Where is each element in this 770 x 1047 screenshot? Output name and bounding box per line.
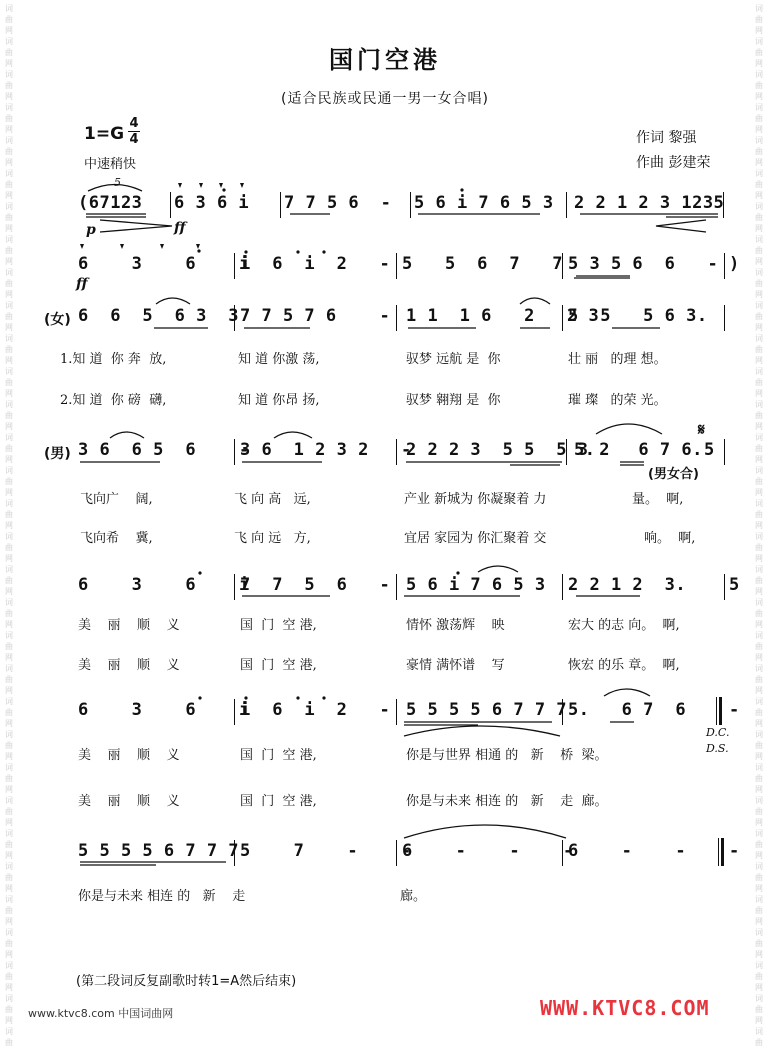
measure: 6 6 5 6 3 3: [78, 306, 240, 326]
lyric: 宏大 的志 向。 啊,: [568, 618, 680, 633]
side-watermark-char: 网: [5, 257, 13, 266]
side-watermark-char: 网: [5, 917, 13, 926]
side-watermark-char: 网: [5, 620, 13, 629]
side-watermark-char: 曲: [755, 48, 763, 57]
side-watermark-char: 网: [755, 323, 763, 332]
measure: 2 2 1 2 3 1235: [574, 193, 725, 213]
side-watermark-char: 曲: [755, 477, 763, 486]
dynamic-fortissimo: ff: [76, 276, 88, 292]
measure: i 6 i 2 -: [240, 254, 391, 274]
side-watermark-char: 曲: [5, 114, 13, 123]
side-watermark-char: 曲: [5, 477, 13, 486]
side-watermark-char: 词: [5, 829, 13, 838]
side-watermark-char: 词: [5, 499, 13, 508]
side-watermark-char: 网: [5, 752, 13, 761]
side-watermark-char: 网: [5, 587, 13, 596]
song-title: 国门空港: [329, 46, 441, 74]
measure: 5 5 5 5 6 7 7 7: [406, 700, 568, 720]
side-watermark-char: 曲: [755, 939, 763, 948]
meter-bottom: 4: [129, 132, 139, 147]
side-watermark-char: 词: [5, 235, 13, 244]
lyric: 宜居 家园为 你汇聚着 交: [404, 531, 547, 546]
measure: 5 6 i 7 6 5 3: [406, 575, 546, 595]
dynamic-piano: p: [86, 222, 96, 238]
side-watermark-char: 词: [5, 664, 13, 673]
side-watermark-char: 网: [755, 818, 763, 827]
side-watermark-char: 曲: [755, 873, 763, 882]
brand-watermark: WWW.KTVC8.COM: [540, 996, 710, 1020]
side-watermark-char: 词: [755, 532, 763, 541]
side-watermark-char: 词: [755, 961, 763, 970]
side-watermark-char: 网: [755, 950, 763, 959]
side-watermark-char: 网: [755, 92, 763, 101]
measure: 7 7 5 6 -: [284, 193, 392, 213]
measure: 5 7 - -: [240, 841, 412, 861]
side-watermark-char: 曲: [5, 147, 13, 156]
measure: 5 5 6 7 7: [402, 254, 564, 274]
measure: 5 6 i 7 6 5 3: [414, 193, 554, 213]
side-watermark-char: 词: [755, 268, 763, 277]
side-watermark-char: 词: [5, 928, 13, 937]
side-watermark-char: 曲: [5, 939, 13, 948]
lyric: 美 丽 顺 义: [78, 794, 180, 809]
side-watermark-char: 网: [755, 356, 763, 365]
side-watermark-char: 词: [755, 367, 763, 376]
side-watermark-char: 曲: [755, 642, 763, 651]
lyric: 产业 新城为 你凝聚着 力: [404, 492, 547, 507]
lyric: 恢宏 的乐 章。 啊,: [568, 658, 680, 673]
side-watermark-char: 词: [755, 70, 763, 79]
side-watermark-char: 词: [755, 334, 763, 343]
measure: 3 6 6 5 6 -: [78, 440, 250, 460]
side-watermark-char: 词: [755, 169, 763, 178]
measure: 3 6 1 2 3 2 -: [240, 440, 412, 460]
measure: i 6 i 2 -: [240, 700, 391, 720]
lyric: 飞 向 高 远,: [234, 492, 311, 507]
side-watermark-char: 网: [755, 521, 763, 530]
lyric: 知 道 你激 荡,: [238, 352, 320, 367]
lyric: 飞 向 远 方,: [234, 531, 311, 546]
side-watermark-char: 曲: [755, 906, 763, 915]
lyric: 情怀 激荡辉 映: [406, 618, 505, 633]
measure: 5 5 5 6 3.: [568, 306, 708, 326]
side-watermark-char: 词: [5, 598, 13, 607]
side-watermark-char: 词: [5, 532, 13, 541]
side-watermark-char: 词: [755, 433, 763, 442]
tempo-marking: 中速稍快: [84, 157, 137, 172]
side-watermark-char: 曲: [755, 411, 763, 420]
side-watermark-char: 词: [5, 400, 13, 409]
side-watermark-char: 曲: [5, 807, 13, 816]
lyric: 国 门 空 港,: [240, 618, 317, 633]
side-watermark-char: 曲: [755, 675, 763, 684]
side-watermark-char: 网: [5, 818, 13, 827]
lyric: 驭梦 远航 是 你: [406, 352, 501, 367]
measure: 1 1 1 6 2 2 3: [406, 306, 600, 326]
side-watermark-char: 词: [755, 466, 763, 475]
side-watermark-char: 曲: [5, 576, 13, 585]
side-watermark-char: 网: [755, 125, 763, 134]
side-watermark-char: 曲: [5, 741, 13, 750]
side-watermark-char: 词: [5, 268, 13, 277]
song-subtitle: (适合民族或民通一男一女合唱): [281, 91, 489, 107]
lyric: 美 丽 顺 义: [78, 658, 180, 673]
side-watermark-char: 网: [755, 191, 763, 200]
side-watermark-char: 词: [755, 598, 763, 607]
measure: 6 - - -: [402, 841, 574, 861]
female-part-label: (女): [44, 312, 71, 328]
performance-footnote: (第二段词反复副歌时转1=A然后结束): [76, 974, 297, 989]
side-watermark-char: 词: [5, 70, 13, 79]
side-watermark-char: 网: [5, 851, 13, 860]
side-watermark-char: 曲: [5, 543, 13, 552]
lyric: 你是与世界 相通 的 新 桥 梁。: [406, 748, 608, 763]
side-watermark-char: 曲: [755, 213, 763, 222]
side-watermark-char: 词: [755, 697, 763, 706]
side-watermark-char: 曲: [5, 378, 13, 387]
side-watermark-char: 词: [5, 466, 13, 475]
side-watermark-char: 词: [755, 400, 763, 409]
lyric: 国 门 空 港,: [240, 794, 317, 809]
side-watermark-char: 词: [755, 136, 763, 145]
side-watermark-char: 词: [5, 994, 13, 1003]
measure: 6 3 6 i: [78, 254, 250, 274]
side-watermark-char: 网: [5, 224, 13, 233]
key-signature: 1=G: [84, 124, 125, 144]
side-watermark-char: 曲: [755, 510, 763, 519]
side-watermark-char: 曲: [5, 411, 13, 420]
measure: 6 3 6 i: [78, 575, 250, 595]
side-watermark-char: 词: [5, 136, 13, 145]
side-watermark-char: 词: [755, 730, 763, 739]
lyric: 豪情 满怀谱 写: [406, 658, 505, 673]
lyric: 2.知 道 你 磅 礴,: [60, 393, 167, 408]
side-watermark-char: 网: [5, 422, 13, 431]
lyric: 飞向希 冀,: [80, 531, 153, 546]
dynamic-fortissimo: ff: [174, 220, 186, 236]
side-watermark-char: 词: [5, 895, 13, 904]
side-watermark-char: 网: [755, 224, 763, 233]
side-watermark-char: 网: [755, 620, 763, 629]
side-watermark-char: 曲: [755, 774, 763, 783]
side-watermark-char: 曲: [5, 180, 13, 189]
side-watermark-char: 词: [5, 202, 13, 211]
side-watermark-char: 曲: [755, 543, 763, 552]
side-watermark-char: 网: [755, 59, 763, 68]
side-watermark-char: 网: [5, 356, 13, 365]
measure: 5: [704, 440, 715, 460]
side-watermark-char: 网: [755, 587, 763, 596]
side-watermark-char: 网: [755, 158, 763, 167]
side-watermark-char: 曲: [755, 81, 763, 90]
side-watermark-char: 网: [755, 653, 763, 662]
side-watermark-char: 曲: [755, 246, 763, 255]
side-watermark-char: 曲: [5, 840, 13, 849]
measure: 2 2 1 2 3. 5: [568, 575, 740, 595]
side-watermark-char: 曲: [5, 246, 13, 255]
side-watermark-char: 曲: [5, 510, 13, 519]
side-watermark-char: 曲: [755, 15, 763, 24]
side-watermark-char: 词: [755, 37, 763, 46]
side-watermark-char: 网: [755, 785, 763, 794]
measure: 5 5 5 5 6 7 7 7: [78, 841, 240, 861]
side-watermark-char: 曲: [5, 642, 13, 651]
side-watermark-char: 词: [755, 796, 763, 805]
side-watermark-char: 词: [755, 499, 763, 508]
da-capo-mark: D.C.: [706, 726, 730, 739]
male-part-label: (男): [44, 446, 71, 462]
side-watermark-char: 网: [5, 785, 13, 794]
side-watermark-char: 曲: [5, 609, 13, 618]
side-watermark-char: 曲: [5, 675, 13, 684]
side-watermark-char: 网: [5, 521, 13, 530]
lyric: 量。 啊,: [632, 492, 684, 507]
side-watermark-char: 词: [755, 895, 763, 904]
side-watermark-char: 网: [755, 455, 763, 464]
side-watermark-char: 网: [5, 719, 13, 728]
side-watermark-char: 词: [755, 829, 763, 838]
side-watermark-char: 网: [5, 1016, 13, 1025]
side-watermark-char: 网: [755, 488, 763, 497]
side-watermark-char: 曲: [755, 180, 763, 189]
measure: 7 7 5 6 -: [240, 575, 391, 595]
side-watermark-char: 网: [5, 290, 13, 299]
side-watermark-char: 曲: [755, 609, 763, 618]
side-watermark-char: 曲: [755, 279, 763, 288]
side-watermark-char: 网: [755, 26, 763, 35]
measure: 6 3 6 i: [174, 193, 250, 213]
lyric: 你是与未来 相连 的 新 走 廊。: [406, 794, 608, 809]
side-watermark-char: 词: [5, 862, 13, 871]
side-watermark-char: 曲: [5, 1038, 13, 1047]
side-watermark-char: 词: [755, 301, 763, 310]
side-watermark-char: 网: [755, 917, 763, 926]
side-watermark-char: 曲: [5, 345, 13, 354]
side-watermark-char: 曲: [5, 213, 13, 222]
measure: 5. 6 7 6.: [574, 440, 703, 460]
side-watermark-char: 网: [5, 191, 13, 200]
side-watermark-char: 曲: [5, 873, 13, 882]
side-watermark-char: 词: [5, 334, 13, 343]
side-watermark-char: 曲: [5, 15, 13, 24]
side-watermark-char: 词: [755, 664, 763, 673]
side-watermark-char: 网: [755, 752, 763, 761]
composer-credit: 作曲 彭建荣: [636, 155, 711, 171]
side-watermark-char: 词: [755, 235, 763, 244]
lyric: 国 门 空 港,: [240, 748, 317, 763]
side-watermark-char: 词: [5, 4, 13, 13]
side-watermark-char: 词: [755, 994, 763, 1003]
side-watermark-char: 曲: [755, 378, 763, 387]
lyric: 廊。: [400, 889, 427, 904]
lyric: 飞向广 阔,: [80, 492, 153, 507]
side-watermark-char: 词: [755, 928, 763, 937]
side-watermark-char: 网: [5, 59, 13, 68]
side-watermark-char: 曲: [5, 1005, 13, 1014]
side-watermark-char: 曲: [5, 279, 13, 288]
side-watermark-char: 词: [755, 202, 763, 211]
side-watermark-char: 词: [5, 796, 13, 805]
side-watermark-char: 曲: [5, 81, 13, 90]
side-watermark-char: 曲: [755, 444, 763, 453]
meter-top: 4: [129, 116, 139, 131]
side-watermark-char: 词: [5, 37, 13, 46]
side-watermark-char: 曲: [755, 114, 763, 123]
side-watermark-char: 网: [755, 290, 763, 299]
measure: 2 2 2 3 5 5 5 3 2: [406, 440, 610, 460]
lyric: 响。 啊,: [644, 531, 696, 546]
side-watermark-char: 词: [5, 697, 13, 706]
side-watermark-char: 词: [5, 367, 13, 376]
side-watermark-char: 曲: [755, 312, 763, 321]
side-watermark-char: 网: [5, 125, 13, 134]
side-watermark-char: 词: [755, 763, 763, 772]
side-watermark-char: 词: [755, 4, 763, 13]
lyric: 知 道 你昂 扬,: [238, 393, 320, 408]
measure: 6 3 6 i: [78, 700, 250, 720]
measure: 7 7 5 7 6 -: [240, 306, 391, 326]
side-watermark-char: 曲: [755, 840, 763, 849]
side-watermark-char: 词: [755, 631, 763, 640]
side-watermark-char: 网: [755, 851, 763, 860]
side-watermark-char: 曲: [755, 147, 763, 156]
lyricist-credit: 作词 黎强: [636, 130, 697, 146]
side-watermark-char: 曲: [755, 708, 763, 717]
side-watermark-char: 曲: [755, 1038, 763, 1047]
side-watermark-char: 网: [5, 455, 13, 464]
site-watermark: www.ktvc8.com 中国词曲网: [28, 1007, 174, 1020]
side-watermark-char: 词: [755, 862, 763, 871]
side-watermark-char: 网: [5, 92, 13, 101]
side-watermark-char: 曲: [755, 345, 763, 354]
side-watermark-char: 网: [5, 158, 13, 167]
side-watermark-char: 网: [5, 653, 13, 662]
side-watermark-char: 词: [755, 565, 763, 574]
side-watermark-char: 曲: [755, 972, 763, 981]
side-watermark-char: 词: [5, 763, 13, 772]
side-watermark-char: 网: [5, 26, 13, 35]
measure: 5. 6 7 6 -: [568, 700, 740, 720]
side-watermark-char: 曲: [5, 708, 13, 717]
side-watermark-char: 词: [5, 631, 13, 640]
side-watermark-char: 曲: [5, 906, 13, 915]
side-watermark-char: 曲: [5, 312, 13, 321]
side-watermark-char: 词: [5, 103, 13, 112]
lyric: 壮 丽 的理 想。: [568, 352, 667, 367]
side-watermark-char: 网: [5, 323, 13, 332]
side-watermark-char: 网: [755, 884, 763, 893]
lyric: 驭梦 翱翔 是 你: [406, 393, 501, 408]
side-watermark-char: 词: [5, 730, 13, 739]
side-watermark-char: 网: [755, 1016, 763, 1025]
lyric: 美 丽 顺 义: [78, 748, 180, 763]
side-watermark-char: 网: [755, 983, 763, 992]
side-watermark-char: 词: [5, 301, 13, 310]
segno-sign: 𝄋: [698, 420, 705, 439]
side-watermark-char: 曲: [755, 576, 763, 585]
side-watermark-char: 网: [5, 389, 13, 398]
dal-segno-mark: D.S.: [706, 742, 729, 755]
side-watermark-char: 曲: [5, 774, 13, 783]
lyric: 国 门 空 港,: [240, 658, 317, 673]
side-watermark-char: 网: [5, 686, 13, 695]
measure: 5 3 5 6 6 - ): [568, 254, 740, 274]
lyric: 你是与未来 相连 的 新 走: [78, 889, 246, 904]
side-watermark-char: 网: [755, 686, 763, 695]
lyric: 美 丽 顺 义: [78, 618, 180, 633]
side-watermark-char: 曲: [755, 807, 763, 816]
side-watermark-char: 网: [755, 422, 763, 431]
side-watermark-char: 曲: [5, 48, 13, 57]
side-watermark-char: 词: [755, 103, 763, 112]
measure: (67123: [78, 193, 143, 213]
side-watermark-char: 网: [5, 983, 13, 992]
measure: 6 - - -: [568, 841, 740, 861]
duet-label: (男女合): [648, 467, 699, 482]
side-watermark-char: 词: [5, 169, 13, 178]
lyric: 璀 璨 的荣 光。: [568, 393, 667, 408]
side-watermark-char: 曲: [5, 444, 13, 453]
side-watermark-char: 网: [5, 884, 13, 893]
side-watermark-char: 网: [755, 257, 763, 266]
side-watermark-char: 网: [755, 389, 763, 398]
side-watermark-char: 网: [755, 554, 763, 563]
side-watermark-char: 词: [755, 1027, 763, 1036]
side-watermark-char: 网: [5, 950, 13, 959]
side-watermark-char: 词: [5, 1027, 13, 1036]
side-watermark-char: 词: [5, 433, 13, 442]
lyric: 1.知 道 你 奔 放,: [60, 352, 167, 367]
side-watermark-char: 曲: [755, 1005, 763, 1014]
side-watermark-char: 词: [5, 961, 13, 970]
side-watermark-char: 曲: [5, 972, 13, 981]
octave-mark: 5: [114, 176, 121, 189]
side-watermark-char: 网: [755, 719, 763, 728]
side-watermark-char: 词: [5, 565, 13, 574]
side-watermark-char: 曲: [755, 741, 763, 750]
side-watermark-char: 网: [5, 554, 13, 563]
side-watermark-char: 网: [5, 488, 13, 497]
